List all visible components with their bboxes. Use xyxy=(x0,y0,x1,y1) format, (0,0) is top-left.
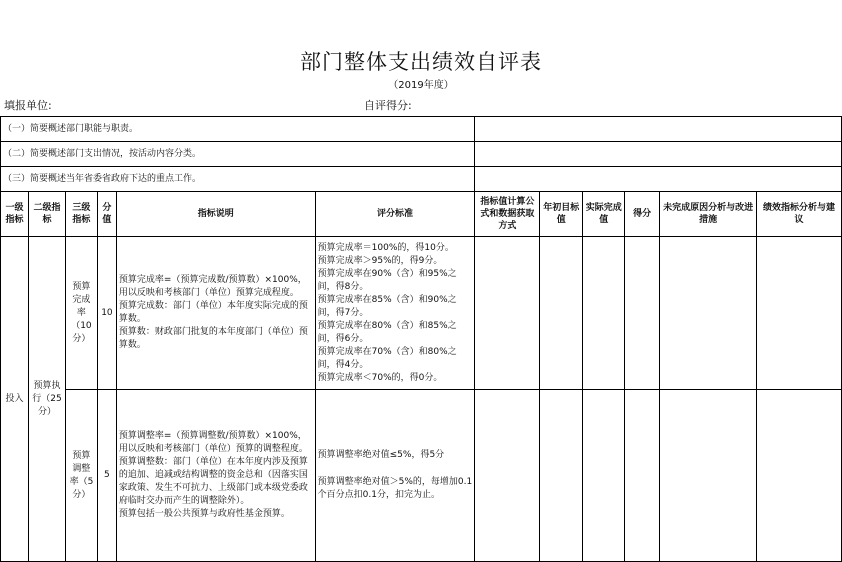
header-advice: 绩效指标分析与建议 xyxy=(757,192,842,237)
criteria-line: 预算完成率在70%（含）和80%之间，得4分。 xyxy=(317,346,457,370)
advice-cell[interactable] xyxy=(757,390,842,562)
advice-cell[interactable] xyxy=(757,237,842,390)
formula-cell[interactable] xyxy=(475,390,540,562)
criteria-line: 预算完成率＝100%的，得10分。 xyxy=(317,242,454,253)
target-cell[interactable] xyxy=(540,237,583,390)
level1-cell: 投入 xyxy=(1,237,29,562)
page-title: 部门整体支出绩效自评表 xyxy=(300,50,542,74)
header-level3: 三级指标 xyxy=(65,192,97,237)
actual-cell[interactable] xyxy=(583,237,625,390)
formula-cell[interactable] xyxy=(475,237,540,390)
criteria-line: 预算完成率＜70%的，得0分。 xyxy=(317,372,443,383)
header-target: 年初目标值 xyxy=(540,192,583,237)
indicator-desc-cell xyxy=(116,390,315,562)
criteria-line: 预算调整率绝对值＞5%的，每增加0.1个百分点扣0.1分，扣完为止。 xyxy=(317,477,473,500)
points-cell[interactable] xyxy=(625,390,660,562)
points-cell[interactable] xyxy=(625,237,660,390)
header-row xyxy=(1,192,842,237)
page-subtitle: （2019年度） xyxy=(388,80,454,91)
desc-line: 预算数：财政部门批复的本年度部门（单位）预算数。 xyxy=(118,327,308,350)
indicator-desc-cell xyxy=(116,237,315,390)
table-row xyxy=(1,237,842,390)
target-cell[interactable] xyxy=(540,390,583,562)
actual-cell[interactable] xyxy=(583,390,625,562)
table-row xyxy=(1,390,842,562)
header-score: 分值 xyxy=(97,192,116,237)
criteria-line: 预算调整率绝对值≤5%，得5分 xyxy=(317,450,445,460)
self-score-label: 自评得分: xyxy=(364,99,412,112)
info-label: （一）简要概述部门职能与职责。 xyxy=(1,117,475,142)
info-row xyxy=(1,167,842,192)
header-reason: 未完成原因分析与改进措施 xyxy=(660,192,757,237)
header-formula: 指标值计算公式和数据获取方式 xyxy=(475,192,540,237)
criteria-line: 预算完成率在80%（含）和85%之间，得6分。 xyxy=(317,320,457,344)
criteria-spacer xyxy=(318,462,473,476)
header-actual: 实际完成值 xyxy=(583,192,625,237)
unit-label: 填报单位: xyxy=(4,99,52,112)
desc-line: 预算调整率=（预算调整数/预算数）×100%，用以反映和考核部门（单位）预算的调整程度。 xyxy=(118,431,308,454)
header-points: 得分 xyxy=(625,192,660,237)
criteria-line: 预算完成率在85%（含）和90%之间，得7分。 xyxy=(317,294,457,318)
info-label: （二）简要概述部门支出情况，按活动内容分类。 xyxy=(1,142,475,167)
info-row xyxy=(1,142,842,167)
header-indicator-desc: 指标说明 xyxy=(116,192,315,237)
score-cell: 5 xyxy=(97,390,116,562)
info-value-cell[interactable] xyxy=(475,142,842,167)
desc-line: 预算完成数：部门（单位）本年度实际完成的预算数。 xyxy=(118,301,308,324)
desc-line: 预算包括一般公共预算与政府性基金预算。 xyxy=(118,509,290,519)
criteria-cell xyxy=(315,390,475,562)
info-label: （三）简要概述当年省委省政府下达的重点工作。 xyxy=(1,167,475,192)
level2-cell: 预算执行（25分） xyxy=(28,237,65,562)
header-criteria: 评分标准 xyxy=(315,192,475,237)
reason-cell[interactable] xyxy=(660,237,757,390)
desc-line: 预算完成率=（预算完成数/预算数）×100%，用以反映和考核部门（单位）预算完成程度。 xyxy=(118,275,307,298)
level3-cell: 预算调整率（5分） xyxy=(65,390,97,562)
header-level2: 二级指标 xyxy=(28,192,65,237)
level3-cell: 预算完成率（10分） xyxy=(65,237,97,390)
reason-cell[interactable] xyxy=(660,390,757,562)
criteria-line: 预算完成率在90%（含）和95%之间，得8分。 xyxy=(317,268,457,292)
info-row xyxy=(1,117,842,142)
criteria-cell xyxy=(315,237,475,390)
info-value-cell[interactable] xyxy=(475,117,842,142)
desc-line: 预算调整数：部门（单位）在本年度内涉及预算的追加、追减或结构调整的资金总和（因落实国家政策、发生不可抗力、上级部门或本级党委政府临时交办而产生的调整除外）。 xyxy=(118,457,308,506)
score-cell: 10 xyxy=(97,237,116,390)
header-level1: 一级指标 xyxy=(1,192,29,237)
info-value-cell[interactable] xyxy=(475,167,842,192)
evaluation-table xyxy=(0,116,842,562)
criteria-line: 预算完成率＞95%的，得9分。 xyxy=(317,255,443,266)
